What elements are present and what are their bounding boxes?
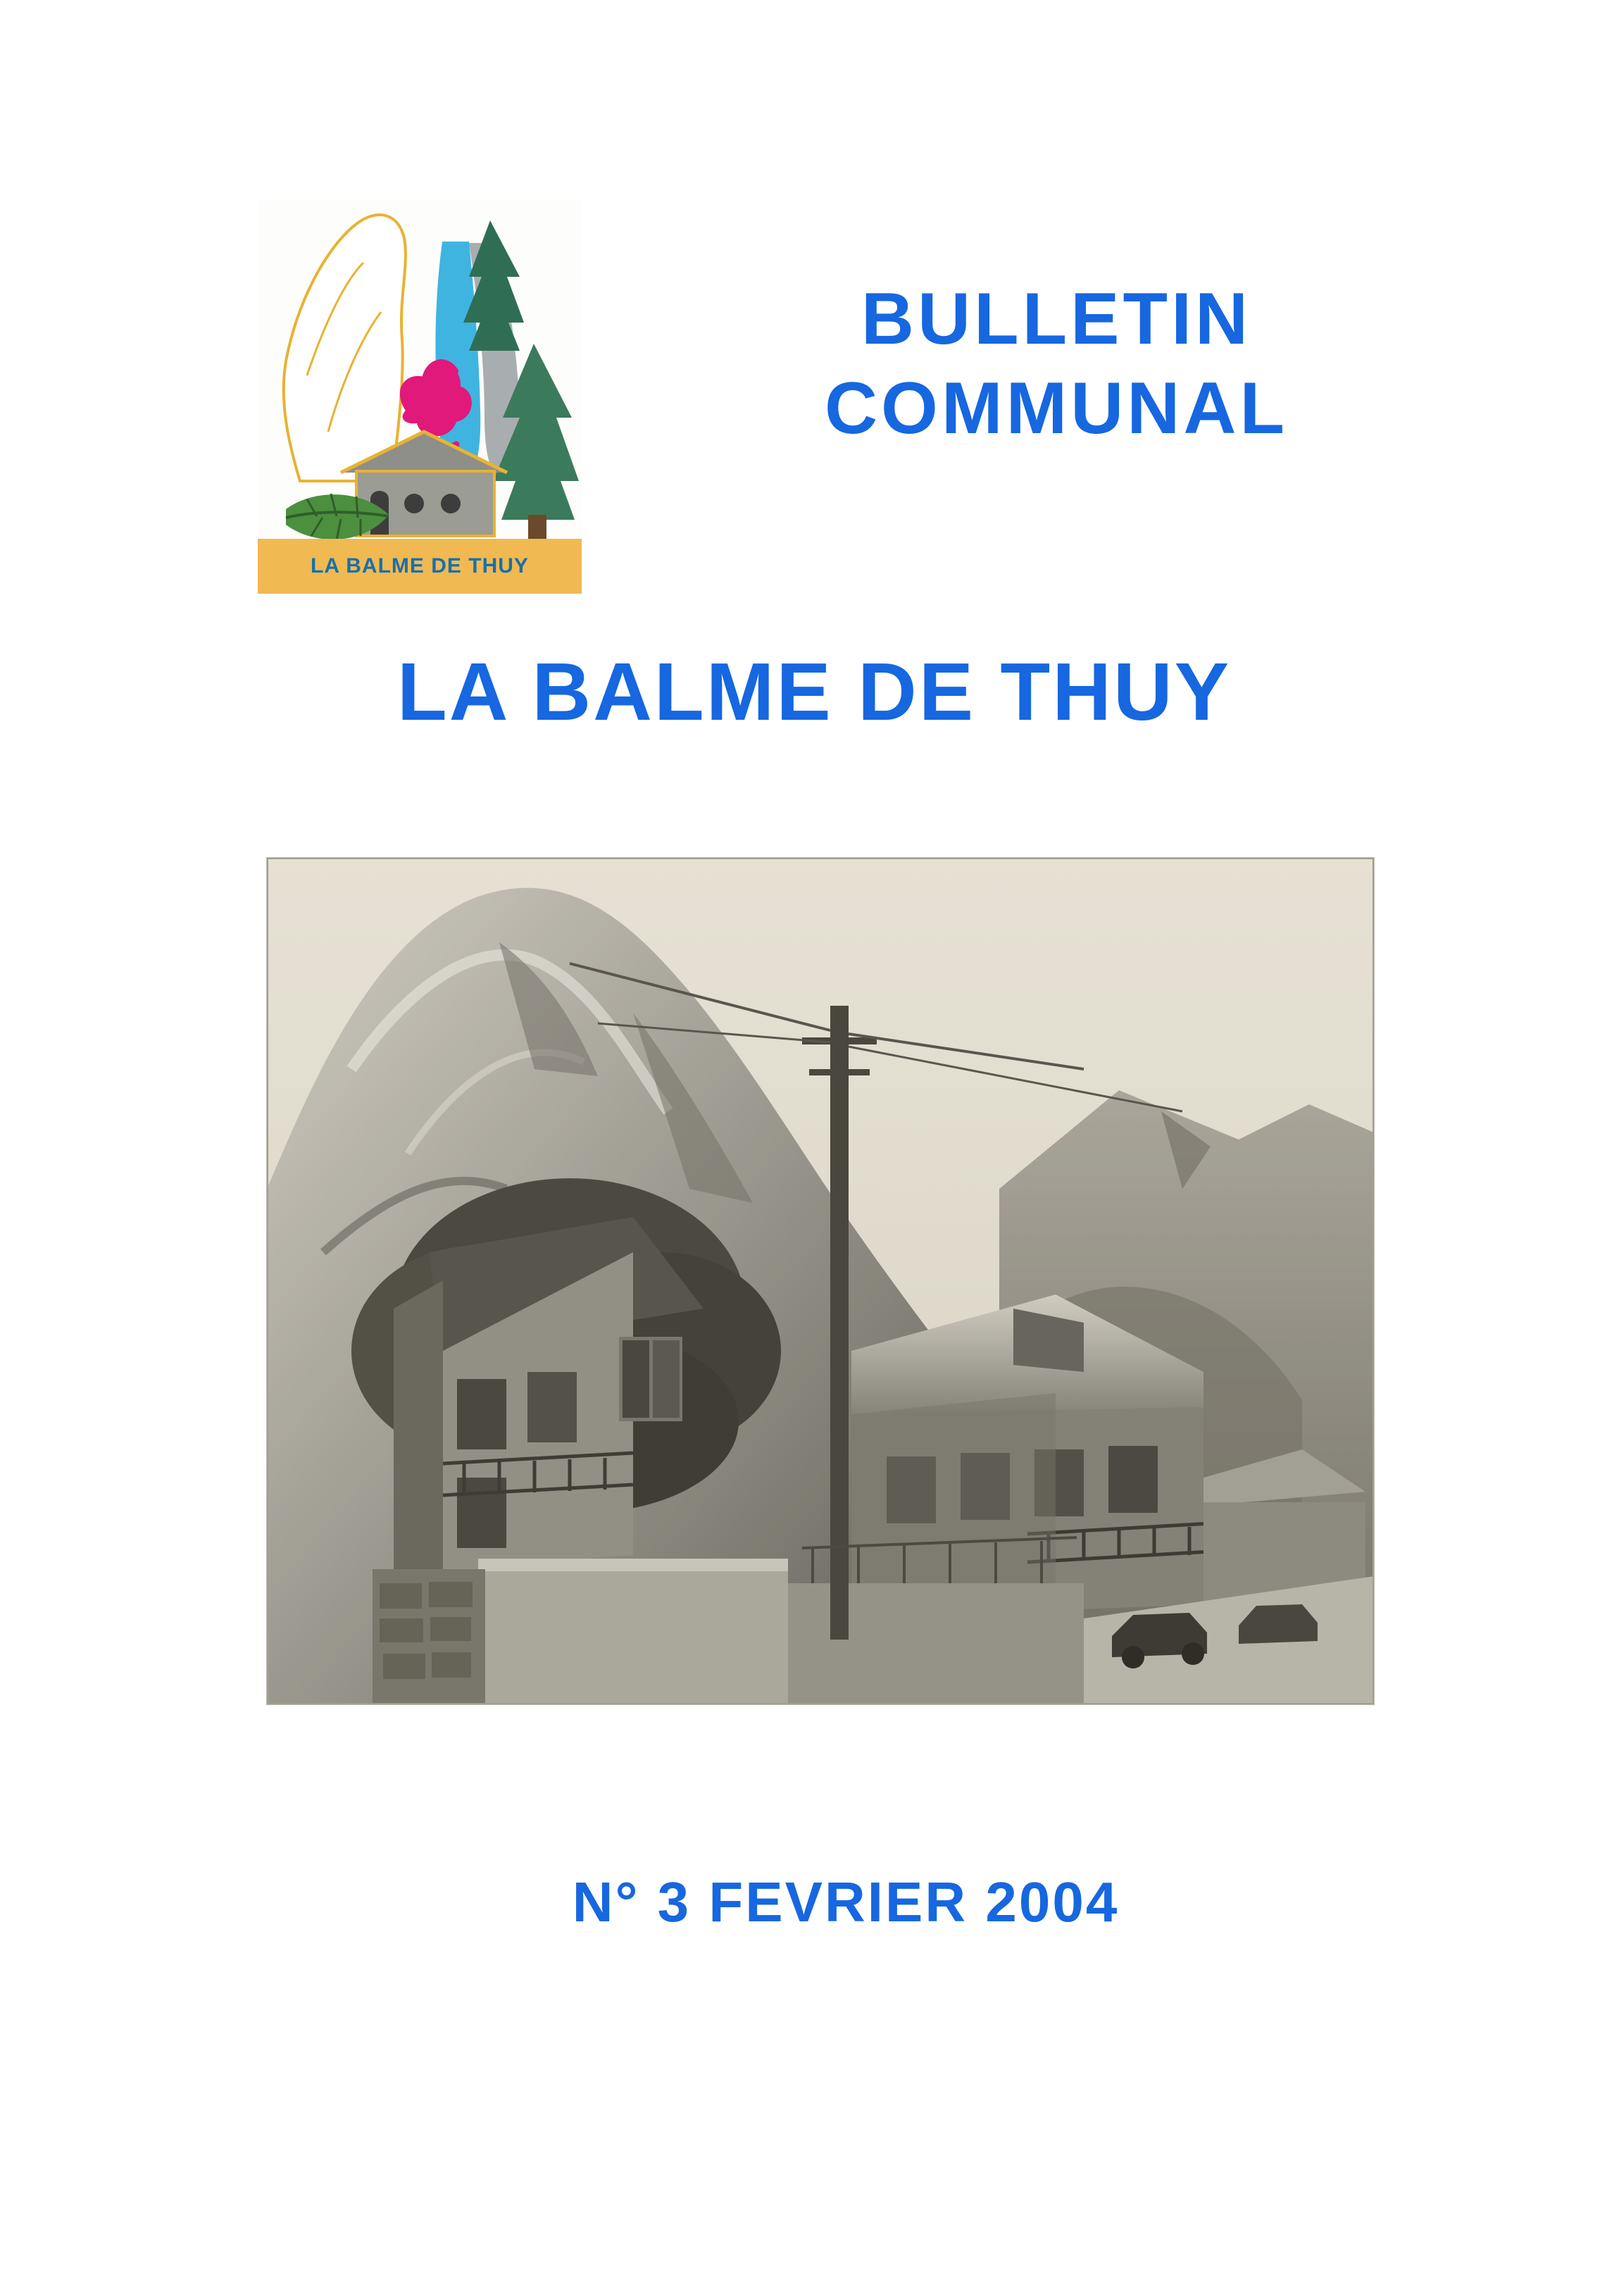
page-title-line1: BULLETIN	[861, 278, 1252, 360]
cover-photograph	[267, 858, 1374, 1704]
commune-title: LA BALME DE THUY	[396, 646, 1232, 737]
page-title-line2: COMMUNAL	[824, 367, 1289, 449]
page-title	[634, 275, 1479, 454]
logo-caption-text: LA BALME DE THUY	[311, 554, 529, 578]
logo-frame	[258, 199, 582, 594]
coat-of-arms-icon	[258, 199, 582, 594]
logo-caption-band	[258, 539, 582, 594]
commune-logo	[258, 199, 582, 594]
issue-number-date: N° 3 FEVRIER 2004	[572, 1871, 1120, 1933]
village-photo-illustration	[267, 858, 1374, 1704]
